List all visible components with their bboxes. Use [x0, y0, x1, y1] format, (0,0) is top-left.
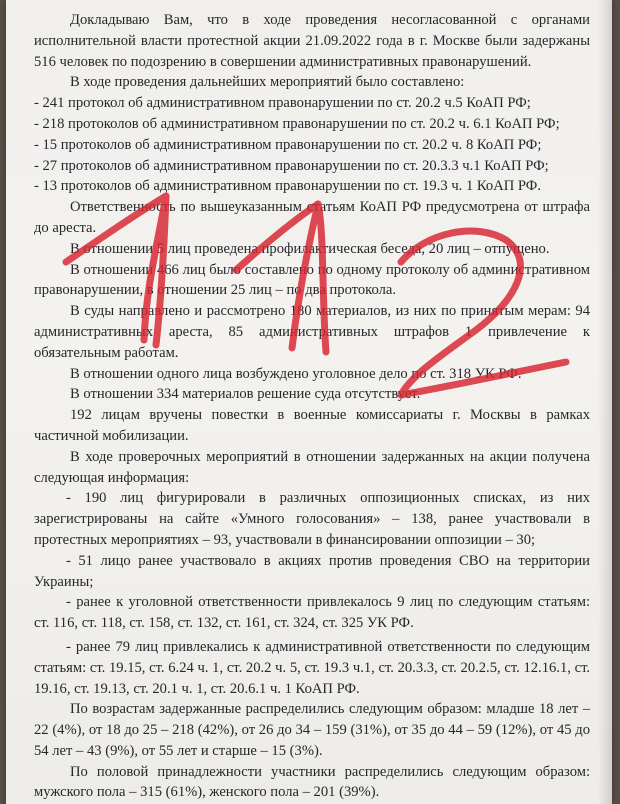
document-body [34, 10, 590, 803]
protocol-item: - 27 протоколов об административном правонарушении по ст. 20.3.3 ч.1 КоАП РФ; [34, 157, 549, 174]
document-page [6, 0, 612, 804]
protocol-item: - 15 протоколов об административном правонарушении по ст. 20.2 ч. 8 КоАП РФ; [34, 136, 542, 153]
protocols-paragraph: В отношении 466 лиц было составлено по одному протоколу об административном правонарушении, в отношении 25 лиц – по два протокола. [34, 261, 590, 299]
intro-paragraph: Докладываю Вам, что в ходе проведения несогласованной с органами исполнительной власти протестной акции 21.09.2022 года в г. Москве были задержаны 516 человек по подозрению в совершении административных правонарушений. [34, 12, 590, 70]
age-distribution-paragraph: По возрастам задержанные распределились следующим образом: младше 18 лет – 22 (4%), от 18 до 25 – 218 (42%), от 26 до 34 – 159 (31%), от 35 до 44 – 59 (12%), от 45 до 54 лет – 43 (9%), от 55 лет и старше – 15 (3%). [34, 701, 590, 759]
info-item: - ранее к уголовной ответственности привлекалось 9 лиц по следующим статьям: ст. 116, ст. 118, ст. 158, ст. 132, ст. 161, ст. 324, ст. 325 УК РФ. [34, 594, 590, 632]
checks-paragraph: В ходе проверочных мероприятий в отношении задержанных на акции получена следующая информация: [34, 448, 590, 486]
prevention-paragraph: В отношении 5 лиц проведена профилактическая беседа, 20 лиц – отпущено. [70, 240, 550, 257]
info-item: - 190 лиц фигурировали в различных оппозиционных списках, из них зарегистрированы на сайте «Умного голосования» – 138, ранее участвовали в протестных мероприятиях – 93, участвовали в финансировании оппозиции – 30; [34, 490, 590, 548]
no-decision-paragraph: В отношении 334 материалов решение суда отсутствует. [70, 386, 421, 403]
info-item: - 51 лицо ранее участвовало в акциях против проведения СВО на территории Украины; [34, 552, 590, 590]
mobilization-paragraph: 192 лицам вручены повестки в военные комиссариаты г. Москвы в рамках частичной мобилизации. [34, 407, 590, 444]
protocol-item: - 218 протоколов об административном правонарушении по ст. 20.2 ч. 6.1 КоАП РФ; [34, 115, 560, 132]
criminal-case-paragraph: В отношении одного лица возбуждено уголовное дело по ст. 318 УК РФ. [70, 365, 522, 382]
protocol-item: - 13 протоколов об административном правонарушении по ст. 19.3 ч. 1 КоАП РФ. [34, 178, 541, 195]
responsibility-paragraph: Ответственность по вышеуказанным статьям КоАП РФ предусмотрена от штрафа до ареста. [34, 199, 590, 236]
measures-heading: В ходе проведения дальнейших мероприятий было составлено: [70, 74, 465, 91]
info-item: - ранее 79 лиц привлекались к административной ответственности по следующим статьям: ст. 19.15, ст. 6.24 ч. 1, ст. 20.2 ч. 5, ст. 19.3 ч.1, ст. 20.3.3, ст. 20.2.5, ст. 12.16.1, ст. 19.16, ст. 19.13, ст. 20.1 ч. 1, ст. 20.6.1 ч. 1 КоАП РФ. [34, 638, 590, 697]
protocol-item: - 241 протокол об административном правонарушении по ст. 20.2 ч.5 КоАП РФ; [34, 95, 531, 112]
courts-paragraph: В суды направлено и рассмотрено 180 материалов, из них по принятым мерам: 94 административных ареста, 85 административных штрафов 1 привлечение к обязательным работам. [34, 303, 590, 361]
gender-distribution-paragraph: По половой принадлежности участники распределились следующим образом: мужского пола – 315 (61%), женского пола – 201 (39%). [34, 763, 590, 801]
